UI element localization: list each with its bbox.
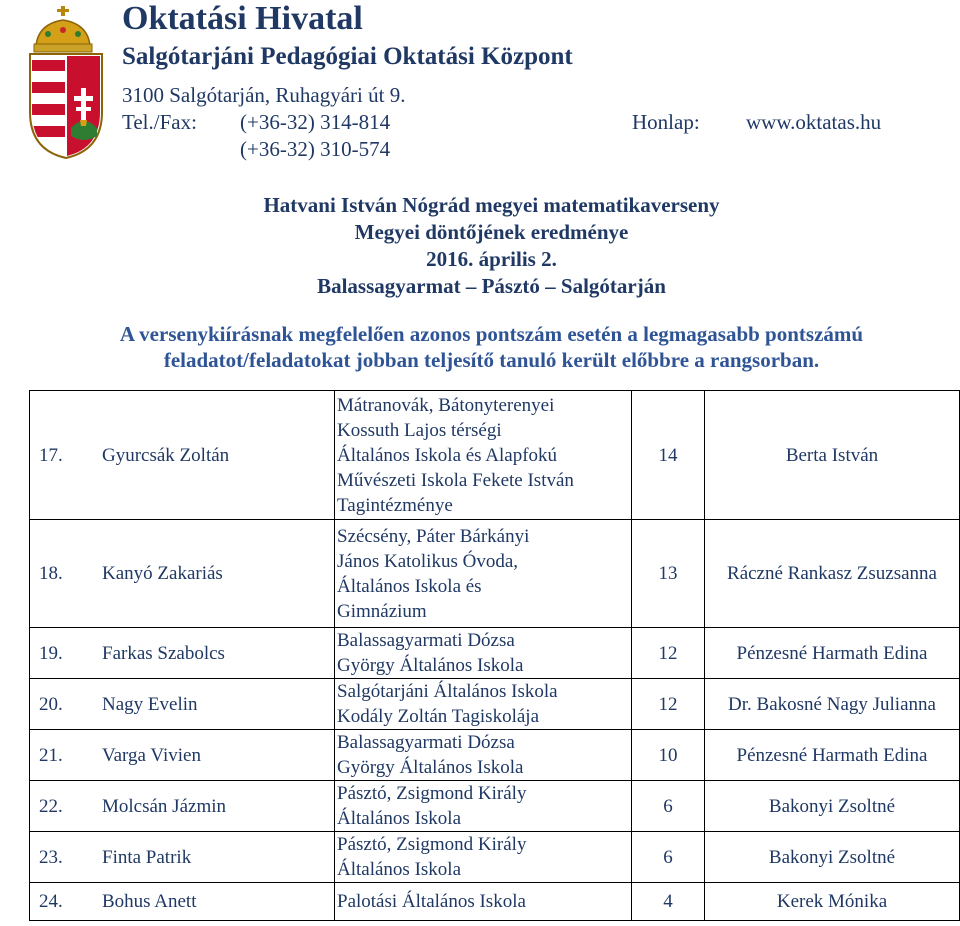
points-cell: 10 [632, 730, 705, 781]
tel-label: Tel./Fax: [122, 110, 197, 134]
school-line: György Általános Iskola [337, 655, 524, 676]
rank-cell: 21. [30, 730, 100, 781]
school-cell [335, 781, 632, 832]
ranking-note-line-2: feladatot/feladatokat jobban teljesítő tanuló került előbbre a rangsorban. [163, 348, 820, 372]
table-row [30, 679, 960, 730]
school-line: Szécsény, Páter Bárkányi [337, 525, 530, 547]
school-line: Gimnázium [337, 600, 427, 622]
teacher-cell: Kerek Mónika [705, 883, 960, 921]
points-cell: 6 [632, 781, 705, 832]
school-line: György Általános Iskola [337, 757, 524, 778]
student-name-cell: Molcsán Jázmin [99, 781, 335, 832]
school-cell [335, 520, 632, 628]
school-line: Pásztó, Zsigmond Király [337, 834, 527, 855]
phone-1: (+36-32) 314-814 [240, 110, 391, 134]
org-title: Oktatási Hivatal [122, 0, 363, 37]
student-name-cell: Nagy Evelin [99, 679, 335, 730]
points-cell: 12 [632, 679, 705, 730]
school-line: Pásztó, Zsigmond Király [337, 783, 527, 804]
competition-title: Hatvani István Nógrád megyei matematikaverseny [263, 193, 720, 217]
school-line: Általános Iskola és Alapfokú [337, 444, 558, 466]
competition-date: 2016. április 2. [426, 247, 557, 271]
table-row [30, 883, 960, 921]
teacher-cell: Berta István [705, 391, 960, 520]
rank-cell: 22. [30, 781, 100, 832]
points-cell: 4 [632, 883, 705, 921]
school-line: Tagintézménye [337, 494, 453, 516]
student-name-cell: Farkas Szabolcs [99, 628, 335, 679]
rank-cell: 20. [30, 679, 100, 730]
school-line: Általános Iskola [337, 808, 462, 829]
school-cell [335, 628, 632, 679]
rank-cell: 19. [30, 628, 100, 679]
school-line: Általános Iskola és [337, 575, 482, 597]
ranking-note-line-1: A versenykiírásnak megfelelően azonos pontszám esetén a legmagasabb pontszámú [119, 322, 864, 346]
teacher-cell: Ráczné Rankasz Zsuzsanna [705, 520, 960, 628]
rank-cell: 23. [30, 832, 100, 883]
school-line: János Katolikus Óvoda, [337, 550, 519, 572]
phone-line [122, 110, 390, 135]
rank-cell: 24. [30, 883, 100, 921]
school-line: Balassagyarmati Dózsa [337, 630, 515, 651]
school-line: Kossuth Lajos térségi [337, 419, 502, 441]
teacher-cell: Dr. Bakosné Nagy Julianna [705, 679, 960, 730]
school-line: Mátranovák, Bátonyterenyei [337, 394, 555, 416]
school-line: Palotási Általános Iskola [337, 891, 526, 912]
competition-locations: Balassagyarmat – Pásztó – Salgótarján [317, 274, 666, 298]
teacher-cell: Pénzesné Harmath Edina [705, 730, 960, 781]
school-line: Balassagyarmati Dózsa [337, 732, 515, 753]
table-row [30, 520, 960, 628]
table-row [30, 730, 960, 781]
school-line: Kodály Zoltán Tagiskolája [337, 706, 539, 727]
student-name-cell: Gyurcsák Zoltán [99, 391, 335, 520]
address: 3100 Salgótarján, Ruhagyári út 9. [122, 83, 406, 107]
student-name-cell: Bohus Anett [99, 883, 335, 921]
rank-cell: 18. [30, 520, 100, 628]
table-row [30, 781, 960, 832]
rank-cell: 17. [30, 391, 100, 520]
school-cell [335, 832, 632, 883]
points-cell: 13 [632, 520, 705, 628]
school-line: Művészeti Iskola Fekete István [337, 469, 574, 491]
school-cell [335, 730, 632, 781]
points-cell: 6 [632, 832, 705, 883]
school-line: Salgótarjáni Általános Iskola [337, 681, 558, 702]
hungarian-coat-of-arms-logo [28, 4, 108, 160]
teacher-cell: Pénzesné Harmath Edina [705, 628, 960, 679]
teacher-cell: Bakonyi Zsoltné [705, 781, 960, 832]
results-table [29, 390, 960, 921]
school-cell [335, 679, 632, 730]
student-name-cell: Varga Vivien [99, 730, 335, 781]
school-cell [335, 391, 632, 520]
table-row [30, 391, 960, 520]
points-cell: 12 [632, 628, 705, 679]
org-subtitle: Salgótarjáni Pedagógiai Oktatási Központ [122, 43, 573, 70]
student-name-cell: Finta Patrik [99, 832, 335, 883]
table-row [30, 628, 960, 679]
table-row [30, 832, 960, 883]
phone-2: (+36-32) 310-574 [240, 137, 391, 161]
honlap-label: Honlap: [632, 110, 700, 134]
teacher-cell: Bakonyi Zsoltné [705, 832, 960, 883]
website-link[interactable]: www.oktatas.hu [746, 110, 882, 134]
school-cell [335, 883, 632, 921]
school-line: Általános Iskola [337, 859, 462, 880]
student-name-cell: Kanyó Zakariás [99, 520, 335, 628]
competition-subtitle: Megyei döntőjének eredménye [354, 220, 629, 244]
points-cell: 14 [632, 391, 705, 520]
